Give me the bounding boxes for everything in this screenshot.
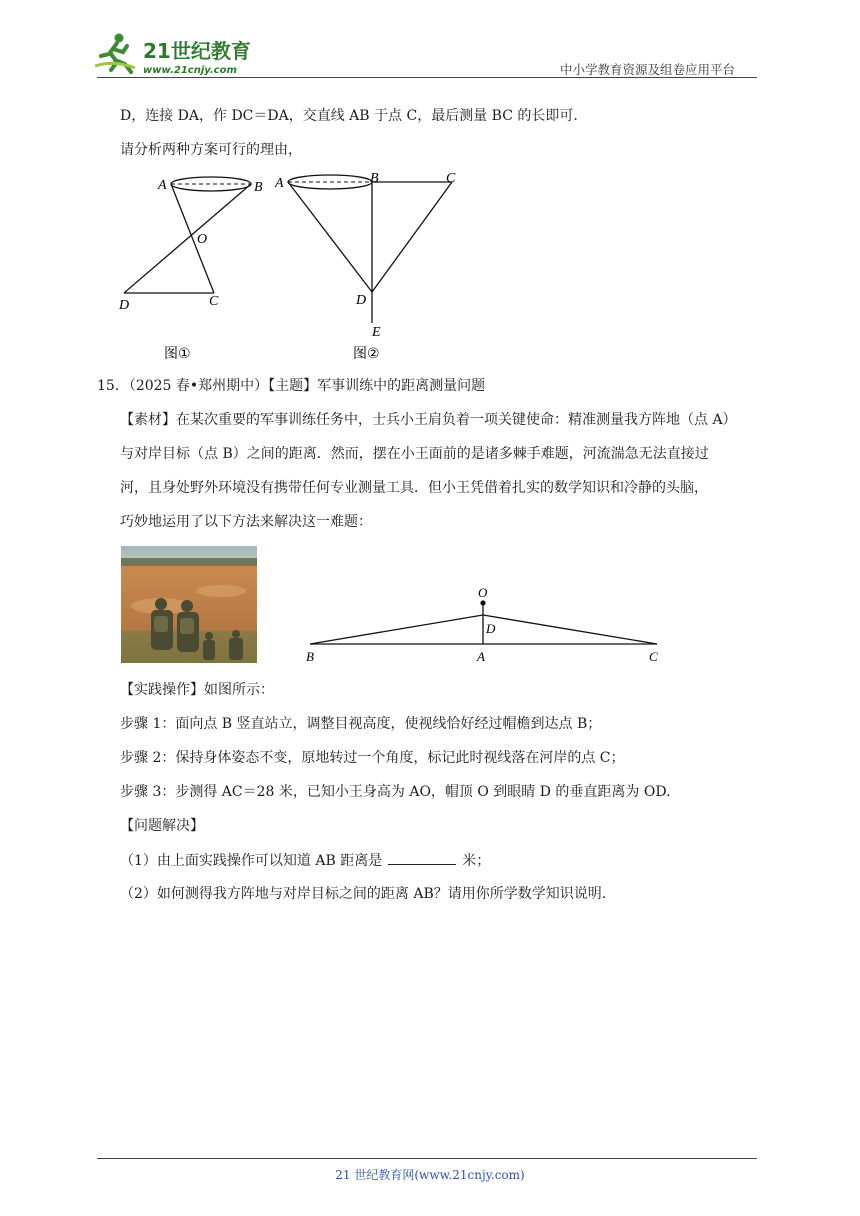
fig2-label-e: E [372, 325, 381, 340]
fig3-label-a: A [477, 649, 485, 664]
logo-url: www.21cnjy.com [143, 65, 237, 76]
step-3: 步骤 3：步测得 AC＝28 米，已知小王身高为 AO，帽顶 O 到眼睛 D 的垂直距离为 OD. [120, 784, 671, 800]
header-divider [97, 77, 757, 78]
fig2-label-a: A [275, 176, 284, 191]
runner-logo-icon [95, 34, 135, 73]
fig1-label-a: A [158, 178, 167, 193]
soldiers-photo [121, 546, 257, 663]
step-2: 步骤 2：保持身体姿态不变，原地转过一个角度，标记此时视线落在河岸的点 C； [120, 750, 625, 766]
material-line-4: 巧妙地运用了以下方法来解决这一难题： [120, 514, 372, 530]
question-1-text: （1）由上面实践操作可以知道 AB 距离是 [120, 853, 383, 869]
logo-text: 21世纪教育 [143, 39, 251, 63]
fig3-label-b: B [306, 649, 314, 664]
text-line-1: D，连接 DA，作 DC＝DA，交直线 AB 于点 C，最后测量 BC 的长即可. [120, 108, 578, 124]
figure-2 [270, 168, 470, 368]
platform-name: 中小学教育资源及组卷应用平台 [560, 62, 736, 77]
fig2-caption: 图② [353, 346, 380, 362]
text-line-2: 请分析两种方案可行的理由， [120, 142, 302, 158]
fig1-label-b: B [254, 180, 263, 195]
footer-divider [97, 1158, 757, 1159]
problem-title: 【问题解决】 [120, 818, 204, 834]
answer-blank[interactable] [388, 850, 456, 865]
fig1-label-d: D [119, 298, 130, 313]
fig3-label-c: C [649, 649, 658, 664]
question-1-unit: 米； [462, 853, 491, 869]
figure-3 [300, 582, 670, 672]
fig3-label-d: D [486, 621, 496, 636]
fig1-label-c: C [209, 294, 219, 309]
footer-link[interactable]: 21 世纪教育网(www.21cnjy.com) [335, 1168, 525, 1182]
q15-title: 15．（2025 春•郑州期中）【主题】军事训练中的距离测量问题 [97, 378, 486, 394]
material-line-2: 与对岸目标（点 B）之间的距离．然而，摆在小王面前的是诸多棘手难题，河流湍急无法直接过 [120, 446, 709, 462]
fig2-label-b: B [370, 171, 379, 186]
material-line-3: 河，且身处野外环境没有携带任何专业测量工具．但小王凭借着扎实的数学知识和冷静的头脑， [120, 480, 708, 496]
question-1 [120, 850, 490, 871]
fig2-label-d: D [356, 293, 367, 308]
material-line-1: 【素材】在某次重要的军事训练任务中，士兵小王肩负着一项关键使命：精准测量我方阵地（点 A） [120, 412, 737, 428]
fig1-label-o: O [197, 232, 208, 247]
figure-1 [110, 168, 270, 368]
practice-title: 【实践操作】如图所示： [120, 682, 274, 698]
fig2-label-c: C [446, 171, 456, 186]
header-logo [95, 30, 265, 78]
fig1-caption: 图① [164, 346, 191, 362]
fig3-label-o: O [478, 585, 488, 600]
step-1: 步骤 1：面向点 B 竖直站立，调整目视高度，使视线恰好经过帽檐到达点 B； [120, 716, 602, 732]
question-2: （2）如何测得我方阵地与对岸目标之间的距离 AB？请用你所学数学知识说明. [120, 886, 607, 902]
